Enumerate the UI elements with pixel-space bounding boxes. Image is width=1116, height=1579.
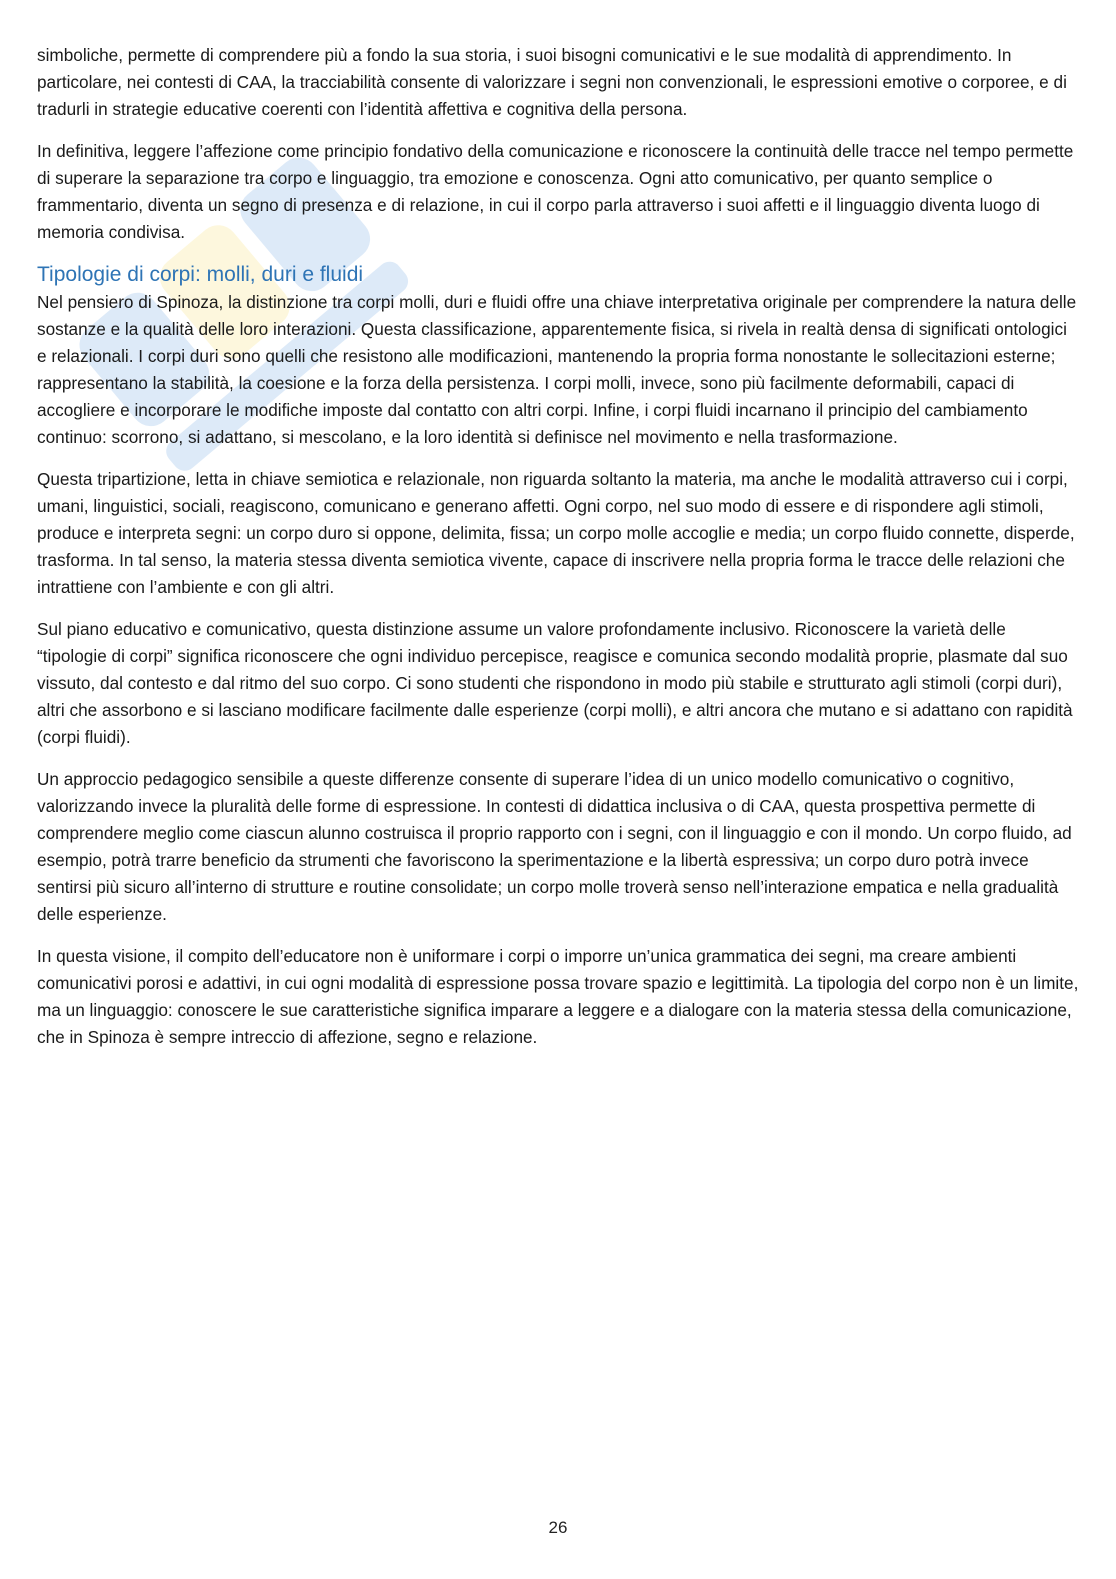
paragraph: Questa tripartizione, letta in chiave semiotica e relazionale, non riguarda soltanto la materia, ma anche le modalità attraverso cui i corpi, umani, linguistici, sociali, reagiscono, comunicano e generano affetti. Ogni corpo, nel suo modo di essere e di rispondere agli stimoli, produce e interpreta segni: un corpo duro si oppone, delimita, fissa; un corpo molle accoglie e media; un corpo fluido connette, disperde, trasforma. In tal senso, la materia stessa diventa semiotica vivente, capace di inscrivere nella propria forma le tracce delle relazioni che intrattiene con l’ambiente e con gli altri. <box>37 469 1075 597</box>
paragraph-conclusion: In definitiva, leggere l’affezione come principio fondativo della comunicazione e riconoscere la continuità delle tracce nel tempo permette di superare la separazione tra corpo e linguaggio, tra emozione e conoscenza. Ogni atto comunicativo, per quanto semplice o frammentario, diventa un segno di presenza e di relazione, in cui il corpo parla attraverso i suoi affetti e il linguaggio diventa luogo di memoria condivisa. <box>37 141 1074 242</box>
paragraph: Sul piano educativo e comunicativo, questa distinzione assume un valore profondamente inclusivo. Riconoscere la varietà delle “tipologie di corpi” significa riconoscere che ogni individuo percepisce, reagisce e comunica secondo modalità proprie, plasmate dal suo vissuto, dal contesto e dal ritmo del suo corpo. Ci sono studenti che rispondono in modo più stabile e strutturato agli stimoli (corpi duri), altri che assorbono e si lasciano modificare facilmente dalle esperienze (corpi molli), e altri ancora che mutano e si adattano con rapidità (corpi fluidi). <box>37 619 1073 747</box>
paragraph: Nel pensiero di Spinoza, la distinzione tra corpi molli, duri e fluidi offre una chiave interpretativa originale per comprendere la natura delle sostanze e la qualità delle loro interazioni. Questa classificazione, apparentemente fisica, si rivela in realtà densa di significati ontologici e relazionali. I corpi duri sono quelli che resistono alle modificazioni, mantenendo la propria forma nonostante le sollecitazioni esterne; rappresentano la stabilità, la coesione e la forza della persistenza. I corpi molli, invece, sono più facilmente deformabili, capaci di accogliere e incorporare le modifiche imposte dal contatto con altri corpi. Infine, i corpi fluidi incarnano il principio del cambiamento continuo: scorrono, si adattano, si mescolano, e la loro identità si definisce nel movimento e nella trasformazione. <box>37 292 1077 447</box>
page-number: 26 <box>548 1518 568 1537</box>
section-heading: Tipologie di corpi: molli, duri e fluidi <box>37 263 364 286</box>
document-page <box>37 42 1079 1066</box>
paragraph: In questa visione, il compito dell’educatore non è uniformare i corpi o imporre un’unica grammatica dei segni, ma creare ambienti comunicativi porosi e adattivi, in cui ogni modalità di espressione possa trovare spazio e legittimità. La tipologia del corpo non è un limite, ma un linguaggio: conoscere le sue caratteristiche significa imparare a leggere e a dialogare con la materia stessa della comunicazione, che in Spinoza è sempre intreccio di affezione, segno e relazione. <box>37 946 1079 1047</box>
paragraph: Un approccio pedagogico sensibile a queste differenze consente di superare l’idea di un unico modello comunicativo o cognitivo, valorizzando invece la pluralità delle forme di espressione. In contesti di didattica inclusiva o di CAA, questa prospettiva permette di comprendere meglio come ciascun alunno costruisca il proprio rapporto con i segni, con il linguaggio e con il mondo. Un corpo fluido, ad esempio, potrà trarre beneficio da strumenti che favoriscono la sperimentazione e la libertà espressiva; un corpo duro potrà invece sentirsi più sicuro all’interno di strutture e routine consolidate; un corpo molle troverà senso nell’interazione empatica e nella gradualità delle esperienze. <box>37 769 1072 924</box>
paragraph-continuation: simboliche, permette di comprendere più a fondo la sua storia, i suoi bisogni comunicativi e le sue modalità di apprendimento. In particolare, nei contesti di CAA, la tracciabilità consente di valorizzare i segni non convenzionali, le espressioni emotive o corporee, e di tradurli in strategie educative coerenti con l’identità affettiva e cognitiva della persona. <box>37 45 1067 119</box>
